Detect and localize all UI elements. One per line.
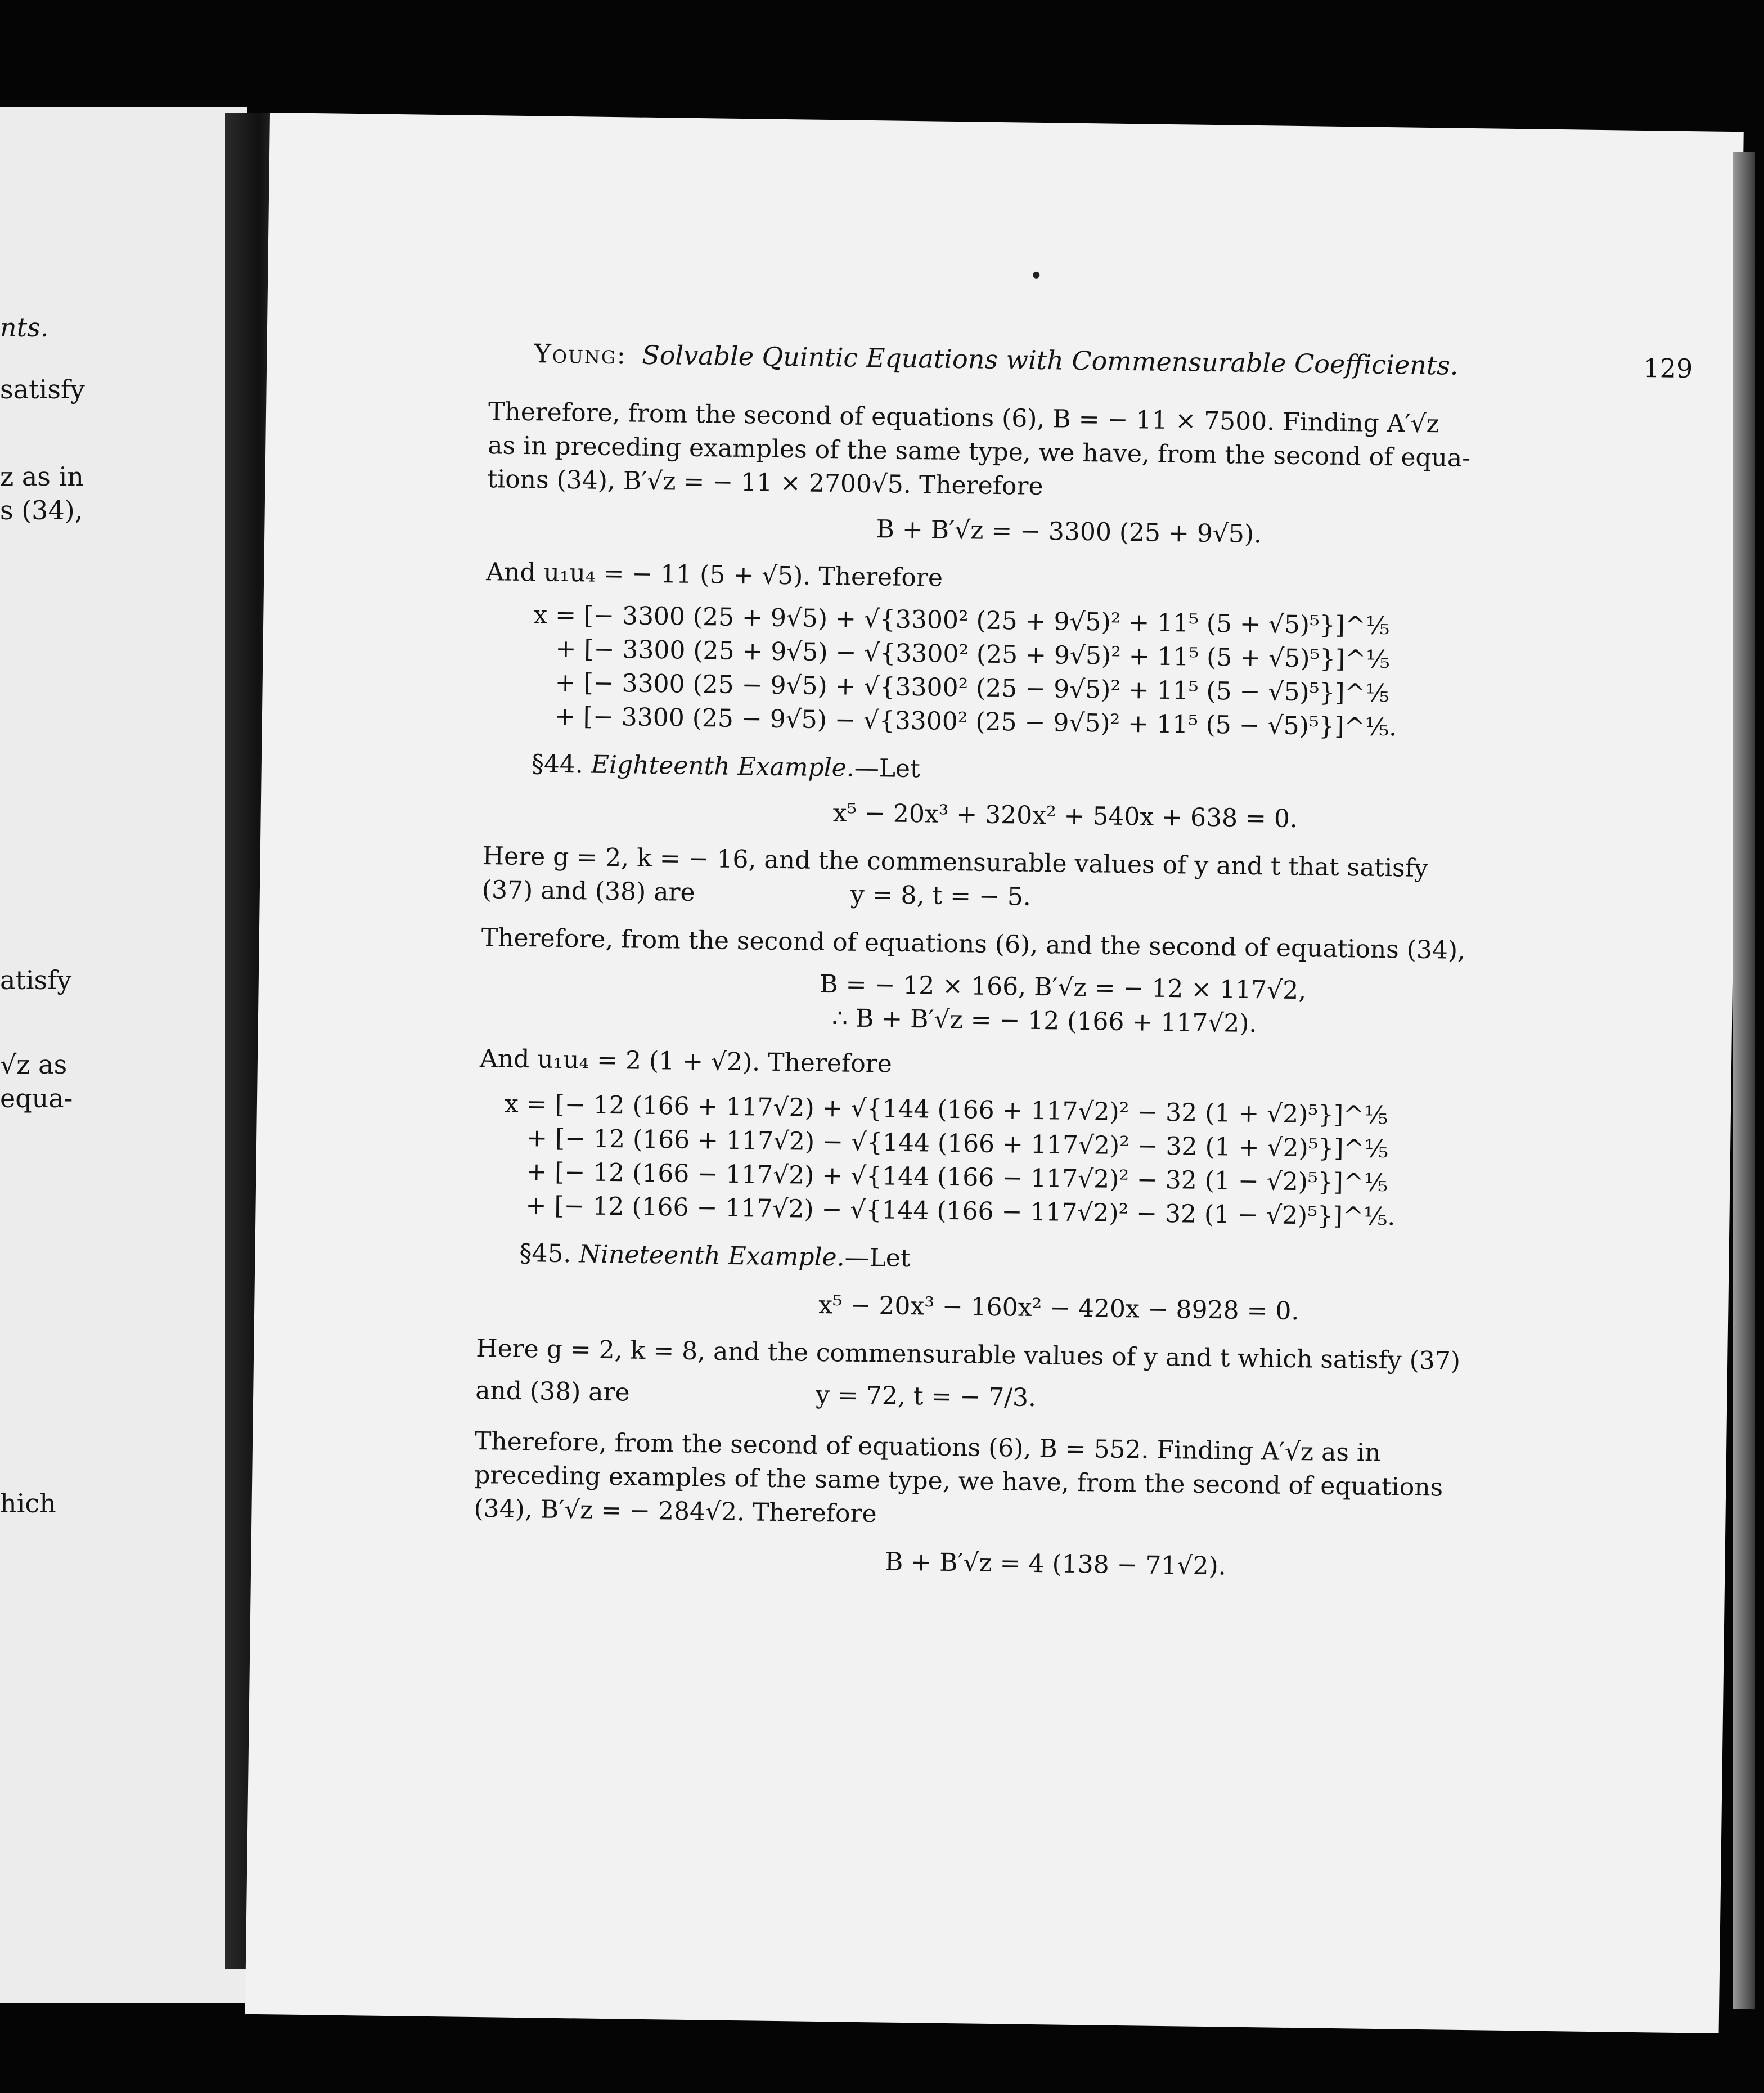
left-fragment: satisfy	[0, 374, 85, 405]
text-line: Here g = 2, k = 8, and the commensurable values of y and t which satisfy (37)	[475, 1333, 1461, 1376]
text-line: Here g = 2, k = − 16, and the commensurable values of y and t that satisfy	[482, 842, 1429, 883]
inline-equation: y = 8, t = − 5.	[850, 880, 1032, 911]
text-line: preceding examples of the same type, we have, from the second of equations	[474, 1460, 1443, 1502]
section-heading	[531, 749, 921, 784]
left-fragment: nts.	[0, 312, 49, 343]
display-equation: B + B′√z = − 3300 (25 + 9√5).	[876, 515, 1262, 549]
display-equation: B = − 12 × 166, B′√z = − 12 × 117√2,	[820, 969, 1307, 1005]
section-let: —Let	[844, 1243, 911, 1273]
running-header	[534, 338, 1693, 384]
text-line: tions (34), B′√z = − 11 × 2700√5. Therefore	[487, 465, 1043, 501]
equation-line: + [− 3300 (25 + 9√5) − √{3300² (25 + 9√5)² + 11⁵ (5 + √5)⁵}]^⅕	[555, 634, 1390, 675]
display-equation: x⁵ − 20x³ + 320x² + 540x + 638 = 0.	[832, 798, 1298, 834]
left-fragment: z as in	[0, 461, 84, 492]
left-fragment: equa-	[0, 1083, 73, 1113]
text-line: Therefore, from the second of equations (6), B = − 11 × 7500. Finding A′√z	[488, 397, 1440, 439]
display-equation: ∴ B + B′√z = − 12 (166 + 117√2).	[831, 1004, 1257, 1039]
equation-line: x = [− 12 (166 + 117√2) + √{144 (166 + 117√2)² − 32 (1 + √2)⁵}]^⅕	[504, 1089, 1388, 1130]
header-title: Solvable Quintic Equations with Commensurable Coefficients.	[641, 339, 1459, 381]
text-line: Therefore, from the second of equations (6), and the second of equations (34),	[481, 923, 1466, 965]
page-edge	[1732, 152, 1755, 2009]
page-number: 129	[1643, 352, 1693, 384]
section-let: —Let	[854, 753, 921, 784]
equation-line: + [− 3300 (25 − 9√5) + √{3300² (25 − 9√5)² + 11⁵ (5 − √5)⁵}]^⅕	[555, 668, 1390, 708]
text-line: (34), B′√z = − 284√2. Therefore	[474, 1494, 877, 1529]
equation-line: + [− 3300 (25 − 9√5) − √{3300² (25 − 9√5)² + 11⁵ (5 − √5)⁵}]^⅕.	[554, 702, 1397, 742]
header-author: Young	[534, 338, 617, 370]
left-fragment: √z as	[0, 1049, 68, 1080]
section-title: Eighteenth Example.	[591, 750, 855, 783]
ink-dot	[1033, 272, 1040, 279]
equation-line: + [− 12 (166 − 117√2) + √{144 (166 − 117√2)² − 32 (1 − √2)⁵}]^⅕	[526, 1157, 1388, 1198]
text-line: (37) and (38) are	[482, 875, 695, 908]
equation-line: x = [− 3300 (25 + 9√5) + √{3300² (25 + 9√5)² + 11⁵ (5 + √5)⁵}]^⅕	[533, 600, 1390, 641]
section-heading	[519, 1238, 911, 1273]
equation-line: + [− 12 (166 + 117√2) − √{144 (166 + 117√2)² − 32 (1 + √2)⁵}]^⅕	[526, 1124, 1389, 1164]
display-equation: B + B′√z = 4 (138 − 71√2).	[884, 1547, 1226, 1581]
right-page	[245, 113, 1744, 2033]
text-line: as in preceding examples of the same type, we have, from the second of equa-	[487, 431, 1471, 473]
left-fragment: atisfy	[0, 965, 72, 995]
text-line: And u₁u₄ = − 11 (5 + √5). Therefore	[486, 558, 943, 592]
section-number: §45.	[519, 1238, 572, 1269]
text-line: Therefore, from the second of equations (6), B = 552. Finding A′√z as in	[474, 1426, 1381, 1468]
equation-line: + [− 12 (166 − 117√2) − √{144 (166 − 117√2)² − 32 (1 − √2)⁵}]^⅕.	[525, 1191, 1396, 1232]
section-title: Nineteenth Example.	[579, 1239, 845, 1272]
text-line: and (38) are	[475, 1376, 630, 1407]
text-line: And u₁u₄ = 2 (1 + √2). Therefore	[479, 1044, 893, 1079]
section-number: §44.	[531, 749, 584, 779]
left-fragment: hich	[0, 1488, 56, 1519]
left-page	[0, 107, 248, 2003]
display-equation: x⁵ − 20x³ − 160x² − 420x − 8928 = 0.	[818, 1290, 1299, 1326]
header-colon: :	[616, 339, 626, 370]
inline-equation: y = 72, t = − 7/3.	[815, 1380, 1037, 1413]
left-fragment: s (34),	[0, 495, 83, 526]
